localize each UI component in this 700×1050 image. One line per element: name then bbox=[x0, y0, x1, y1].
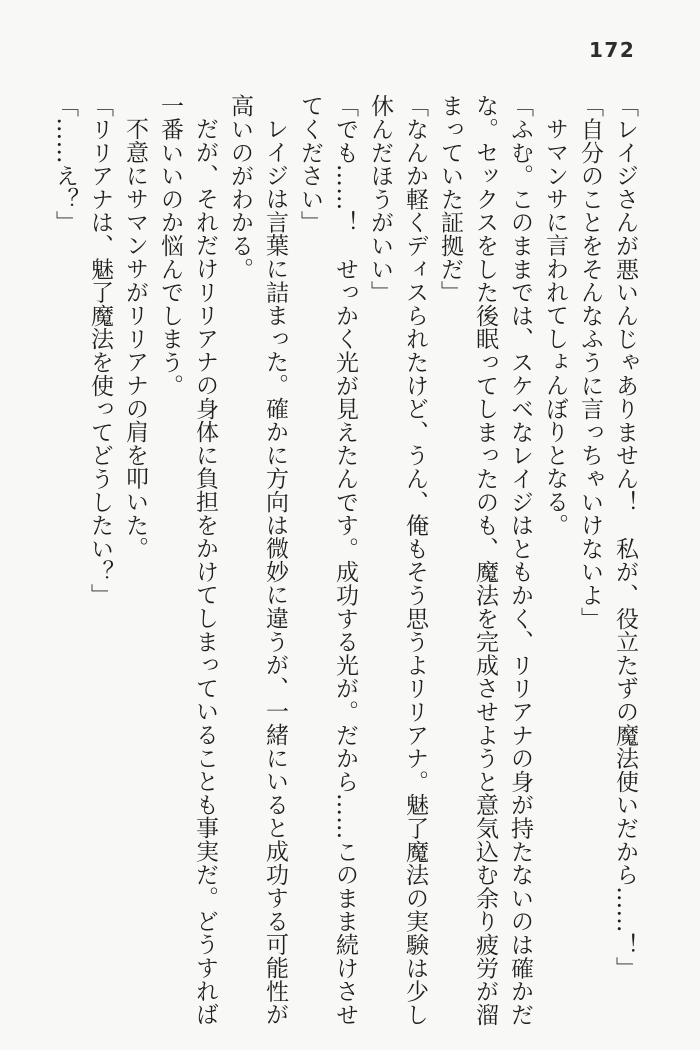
paragraph-dialogue: 「レイジさんが悪いんじゃありません！ 私が、役立たずの魔法使いだから……！」 bbox=[612, 94, 638, 980]
paragraph-dialogue: 「なんか軽くディスられたけど、うん、俺もそう思うよリリアナ。魅了魔法の実験は少し休んだほうがいい」 bbox=[367, 94, 428, 1026]
paragraph-dialogue: 「でも……！ せっかく光が見えたんです。成功する光が。だから……このまま続けさせてください」 bbox=[297, 94, 358, 1026]
paragraph-narration: サマンサに言われてしょんぼりとなる。 bbox=[542, 117, 568, 537]
text-block bbox=[47, 94, 642, 1032]
paragraph-narration: だが、それだけリリアナの身体に負担をかけてしまっていることも事実だ。どうすれば一番いいのか悩んでしまう。 bbox=[157, 94, 218, 1026]
paragraph-narration: 不意にサマンサがリリアナの肩を叩いた。 bbox=[122, 117, 148, 560]
paragraph-dialogue: 「リリアナは、魅了魔法を使ってどうしたい？」 bbox=[87, 94, 113, 607]
paragraph-dialogue: 「自分のことをそんなふうに言っちゃいけないよ」 bbox=[577, 94, 603, 630]
page-number: 172 bbox=[589, 38, 636, 62]
paragraph-narration: レイジは言葉に詰まった。確かに方向は微妙に違うが、一緒にいると成功する可能性が高いのがわかる。 bbox=[227, 94, 288, 1026]
paragraph-dialogue: 「ふむ。このままでは、スケベなレイジはともかく、リリアナの身が持たないのは確かだな。セックスをした後眠ってしまったのも、魔法を完成させようと意気込む余り疲労が溜まっていた証拠だ」 bbox=[437, 94, 533, 1026]
paragraph-dialogue: 「……え？」 bbox=[52, 94, 78, 234]
